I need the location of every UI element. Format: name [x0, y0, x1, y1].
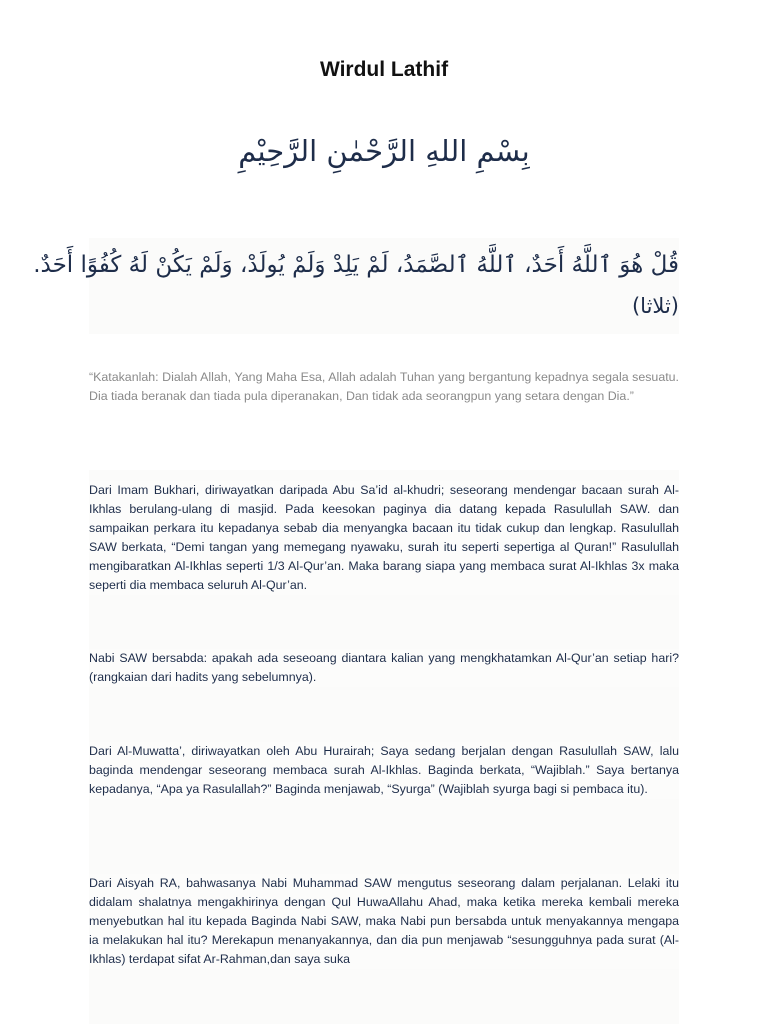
paragraph-aisyah-hadith: Dari Aisyah RA, bahwasanya Nabi Muhammad SAW mengutus seseorang dalam perjalanan. Lelaki itu didalam shalatnya mengakhirinya dengan Qul HuwaAllahu Ahad, maka ketika mereka kembali mereka menyebutkan hal itu kepada Baginda Nabi SAW, maka Nabi pun bersabda untuk menyakannya mengapa ia melakukan hal itu? Merekapun menanyakannya, dan dia pun menjawab “sesungguhnya pada surat (Al-Ikhlas) terdapat sifat Ar-Rahman,dan saya suka: [89, 874, 679, 969]
verse-block: [33, 238, 679, 334]
paragraph-khatam-hadith: Nabi SAW bersabda: apakah ada seseoang diantara kalian yang mengkhatamkan Al-Qur’an setiap hari? (rangkaian dari hadits yang sebelumnya).: [89, 649, 679, 687]
paragraph-muwatta-hadith: Dari Al-Muwatta’, diriwayatkan oleh Abu Hurairah; Saya sedang berjalan dengan Rasulullah SAW, lalu baginda mendengar seseorang membaca surah Al-Ikhlas. Baginda berkata, “Wajiblah.” Saya bertanya kepadanya, “Apa ya Rasulallah?” Baginda menjawab, “Syurga” (Wajiblah syurga bagi si pembaca itu).: [89, 742, 679, 799]
basmala-arabic: بِسْمِ اللهِ الرَّحْمٰنِ الرَّحِيْمِ: [238, 134, 530, 168]
surah-ikhlas-verse: قُلْ هُوَ ٱللَّهُ أَحَدٌ، ٱللَّهُ ٱلصَّمَدُ، لَمْ يَلِدْ وَلَمْ يُولَدْ، وَلَمْ يَكُنْ لَهُ كُفُوًا أَحَدٌ.: [33, 252, 679, 278]
page-title: Wirdul Lathif: [319, 58, 449, 81]
paragraph-bukhari-hadith: Dari Imam Bukhari, diriwayatkan daripada Abu Sa’id al-khudri; seseorang mendengar bacaan surah Al-Ikhlas berulang-ulang di masjid. Pada keesokan paginya dia datang kepada Rasulullah SAW. dan sampaikan perkara itu kepadanya sebab dia menyangka bacaan itu tidak cukup dan lengkap. Rasulullah SAW berkata, “Demi tangan yang memegang nyawaku, surah itu seperti sepertiga al Quran!” Rasulullah mengibaratkan Al-Ikhlas seperti 1/3 Al-Qur’an. Maka barang siapa yang membaca surat Al-Ikhlas 3x maka seperti dia membaca seluruh Al-Qur’an.: [89, 481, 679, 595]
repeat-three-times-note: (ثلاثا): [631, 294, 679, 318]
verse-translation: “Katakanlah: Dialah Allah, Yang Maha Esa, Allah adalah Tuhan yang bergantung kepadnya segala sesuatu. Dia tiada beranak dan tiada pula diperanakan, Dan tidak ada seorangpun yang setara dengan Dia.”: [89, 370, 679, 403]
